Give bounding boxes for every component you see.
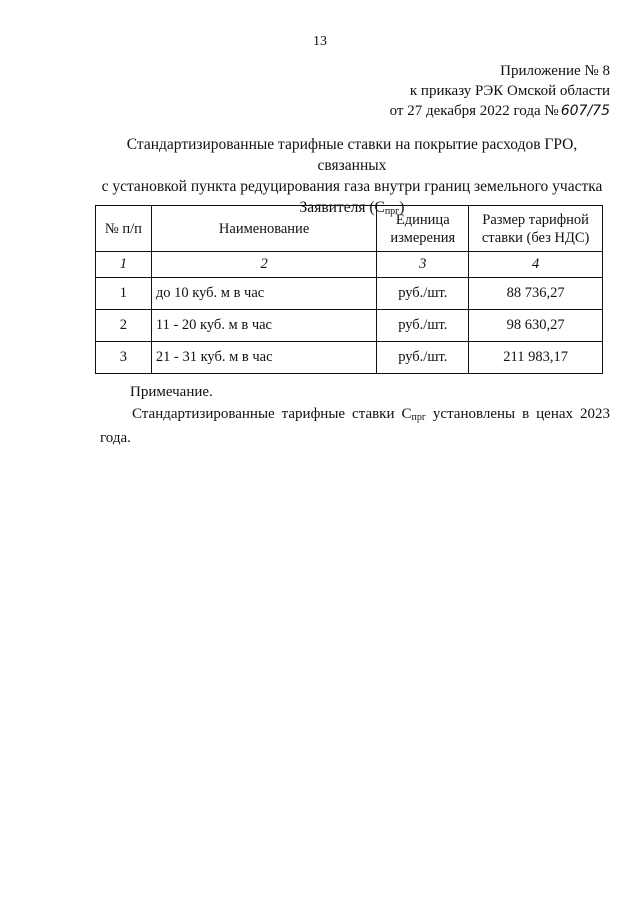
handwritten-order-number: 607/75 xyxy=(560,103,610,119)
title-line-2: с установкой пункта редуцирования газа внутри границ земельного участка xyxy=(101,178,603,195)
title-line-3-suffix: ) xyxy=(399,199,405,216)
note-subscript: прг xyxy=(411,412,426,423)
column-number-row xyxy=(96,252,603,278)
page-number: 13 xyxy=(313,34,327,49)
column-number: 3 xyxy=(377,252,469,278)
note-text-prefix: Стандартизированные тарифные ставки С xyxy=(132,406,412,422)
table-row xyxy=(96,342,603,374)
table-header-row xyxy=(96,206,603,252)
header-name: Наименование xyxy=(151,206,376,252)
note-text-suffix: установлены в ценах 2023 года. xyxy=(100,406,610,446)
row-number: 3 xyxy=(96,342,152,374)
note-label: Примечание. xyxy=(130,384,213,400)
column-number: 4 xyxy=(469,252,603,278)
note-text xyxy=(100,404,610,448)
title-subscript: прг xyxy=(384,206,400,217)
appendix-line-2: к приказу РЭК Омской области xyxy=(409,83,610,99)
column-number: 2 xyxy=(151,252,376,278)
appendix-line-3 xyxy=(390,101,610,121)
row-unit: руб./шт. xyxy=(377,342,469,374)
row-rate: 211 983,17 xyxy=(469,342,603,374)
appendix-header xyxy=(390,61,610,121)
row-number: 2 xyxy=(96,310,152,342)
title-line-3-prefix: Заявителя (С xyxy=(299,199,385,216)
title-line-1: Стандартизированные тарифные ставки на покрытие расходов ГРО, связанных xyxy=(126,136,578,174)
row-name: 11 - 20 куб. м в час xyxy=(151,310,376,342)
tariff-table xyxy=(95,205,603,374)
header-no: № п/п xyxy=(96,206,152,252)
row-rate: 88 736,27 xyxy=(469,278,603,310)
appendix-line-1: Приложение № 8 xyxy=(500,63,610,79)
header-rate: Размер тарифной ставки (без НДС) xyxy=(469,206,603,252)
row-name: до 10 куб. м в час xyxy=(151,278,376,310)
row-number: 1 xyxy=(96,278,152,310)
row-rate: 98 630,27 xyxy=(469,310,603,342)
appendix-date: от 27 декабря 2022 года № xyxy=(389,103,559,119)
table-row xyxy=(96,310,603,342)
row-unit: руб./шт. xyxy=(377,278,469,310)
column-number: 1 xyxy=(96,252,152,278)
header-unit: Единица измерения xyxy=(377,206,469,252)
row-name: 21 - 31 куб. м в час xyxy=(151,342,376,374)
table-row xyxy=(96,278,603,310)
row-unit: руб./шт. xyxy=(377,310,469,342)
